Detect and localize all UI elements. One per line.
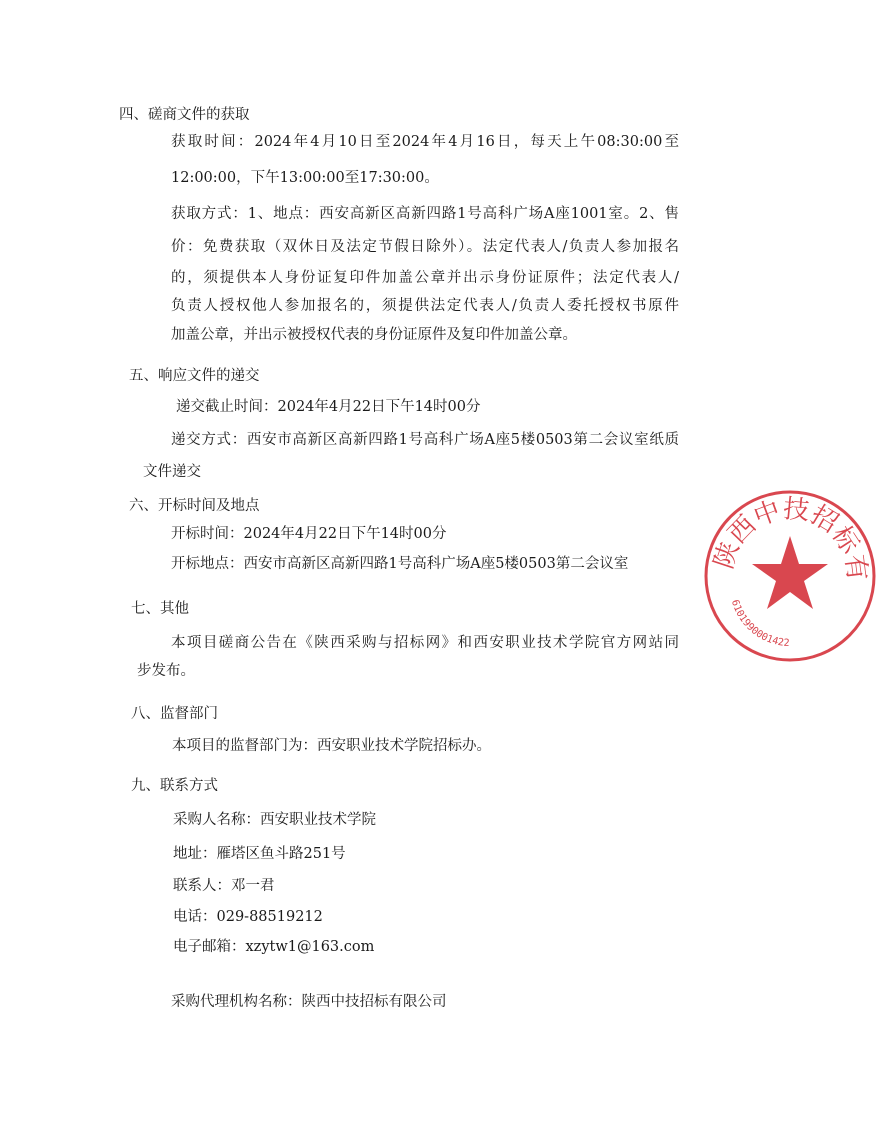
contact-person: 联系人：邓一君	[173, 878, 275, 894]
supervision-text: 本项目的监督部门为：西安职业技术学院招标办。	[172, 738, 491, 754]
other-text-line-2: 步发布。	[137, 663, 195, 679]
contact-email: 电子邮箱：xzytw1@163.com	[173, 939, 375, 955]
submission-method-line-2: 文件递交	[143, 464, 201, 480]
contact-phone: 电话：029-88519212	[173, 909, 323, 925]
purchaser-address: 地址：雁塔区鱼斗路251号	[173, 846, 346, 862]
section-4-heading: 四、磋商文件的获取	[119, 107, 250, 123]
purchaser-name: 采购人名称：西安职业技术学院	[173, 812, 376, 828]
acquisition-time-line-1: 获取时间：2024年4月10日至2024年4月16日，每天上午08:30:00至	[171, 134, 679, 150]
opening-time: 开标时间：2024年4月22日下午14时00分	[171, 526, 447, 542]
seal-text: 陕西中技招标有限公司	[686, 463, 872, 583]
section-9-heading: 九、联系方式	[131, 778, 218, 794]
section-5-heading: 五、响应文件的递交	[129, 368, 260, 384]
opening-place: 开标地点：西安市高新区高新四路1号高科广场A座5楼0503第二会议室	[171, 556, 629, 572]
acquisition-method-line-1: 获取方式：1、地点：西安高新区高新四路1号高科广场A座1001室。2、售	[171, 206, 679, 222]
seal-code: 6101990001422	[728, 598, 790, 650]
acquisition-time-line-2: 12:00:00，下午13:00:00至17:30:00。	[171, 170, 439, 186]
acquisition-method-line-4: 负责人授权他人参加报名的，须提供法定代表人/负责人委托授权书原件	[171, 298, 679, 314]
section-7-heading: 七、其他	[131, 601, 189, 617]
section-8-heading: 八、监督部门	[131, 706, 218, 722]
submission-method-line-1: 递交方式：西安市高新区高新四路1号高科广场A座5楼0503第二会议室纸质	[171, 432, 679, 448]
submission-deadline: 递交截止时间：2024年4月22日下午14时00分	[176, 399, 481, 415]
section-6-heading: 六、开标时间及地点	[129, 498, 260, 514]
seal-star-icon	[752, 536, 828, 609]
acquisition-method-line-5: 加盖公章，并出示被授权代表的身份证原件及复印件加盖公章。	[171, 327, 577, 343]
acquisition-method-line-2: 价：免费获取（双休日及法定节假日除外）。法定代表人/负责人参加报名	[171, 239, 679, 255]
procurement-agency: 采购代理机构名称：陕西中技招标有限公司	[171, 994, 447, 1010]
company-seal	[686, 463, 880, 666]
acquisition-method-line-3: 的，须提供本人身份证复印件加盖公章并出示身份证原件；法定代表人/	[171, 270, 679, 286]
other-text-line-1: 本项目磋商公告在《陕西采购与招标网》和西安职业技术学院官方网站同	[171, 635, 679, 651]
